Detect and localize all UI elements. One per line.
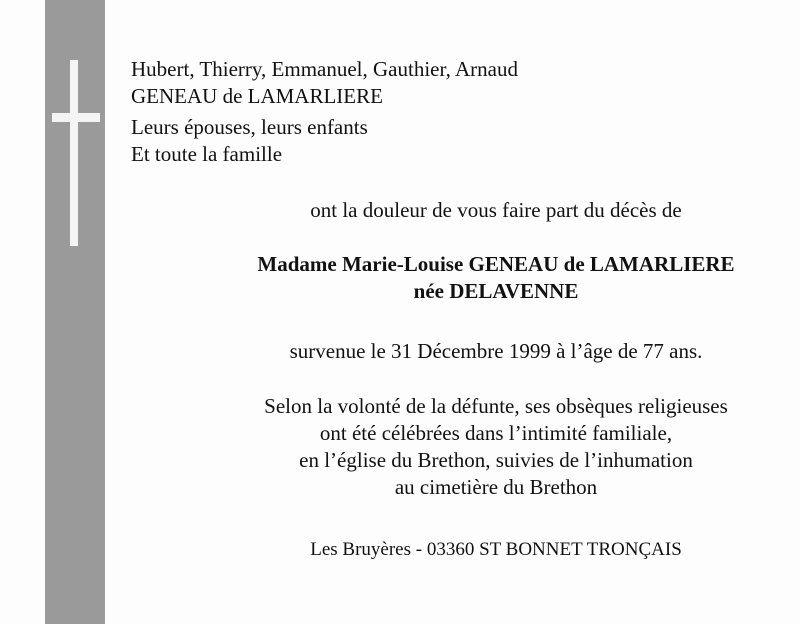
- address-text: Les Bruyères - 03360 ST BONNET TRONÇAIS: [310, 539, 682, 560]
- funeral-line-1: Selon la volonté de la défunte, ses obsèques religieuses: [264, 394, 728, 418]
- funeral-line-2: ont été célébrées dans l’intimité familiale,: [319, 421, 673, 445]
- deceased-maiden-name: née DELAVENNE: [413, 279, 579, 303]
- family-spouses: Leurs épouses, leurs enfants: [131, 115, 368, 139]
- family-all: Et toute la famille: [131, 142, 283, 166]
- cross-vertical-bar: [70, 60, 78, 246]
- family-surname: GENEAU de LAMARLIERE: [131, 84, 383, 108]
- funeral-line-3: en l’église du Brethon, suivies de l’inhumation: [299, 448, 693, 472]
- death-date-text: survenue le 31 Décembre 1999 à l’âge de 77 ans.: [289, 339, 703, 363]
- funeral-line-4: au cimetière du Brethon: [394, 475, 598, 499]
- announcement-text: ont la douleur de vous faire part du décès de: [310, 198, 682, 222]
- deceased-name: Madame Marie-Louise GENEAU de LAMARLIERE: [257, 252, 735, 276]
- family-names: Hubert, Thierry, Emmanuel, Gauthier, Arnaud: [131, 57, 518, 81]
- cross-horizontal-bar: [52, 113, 100, 122]
